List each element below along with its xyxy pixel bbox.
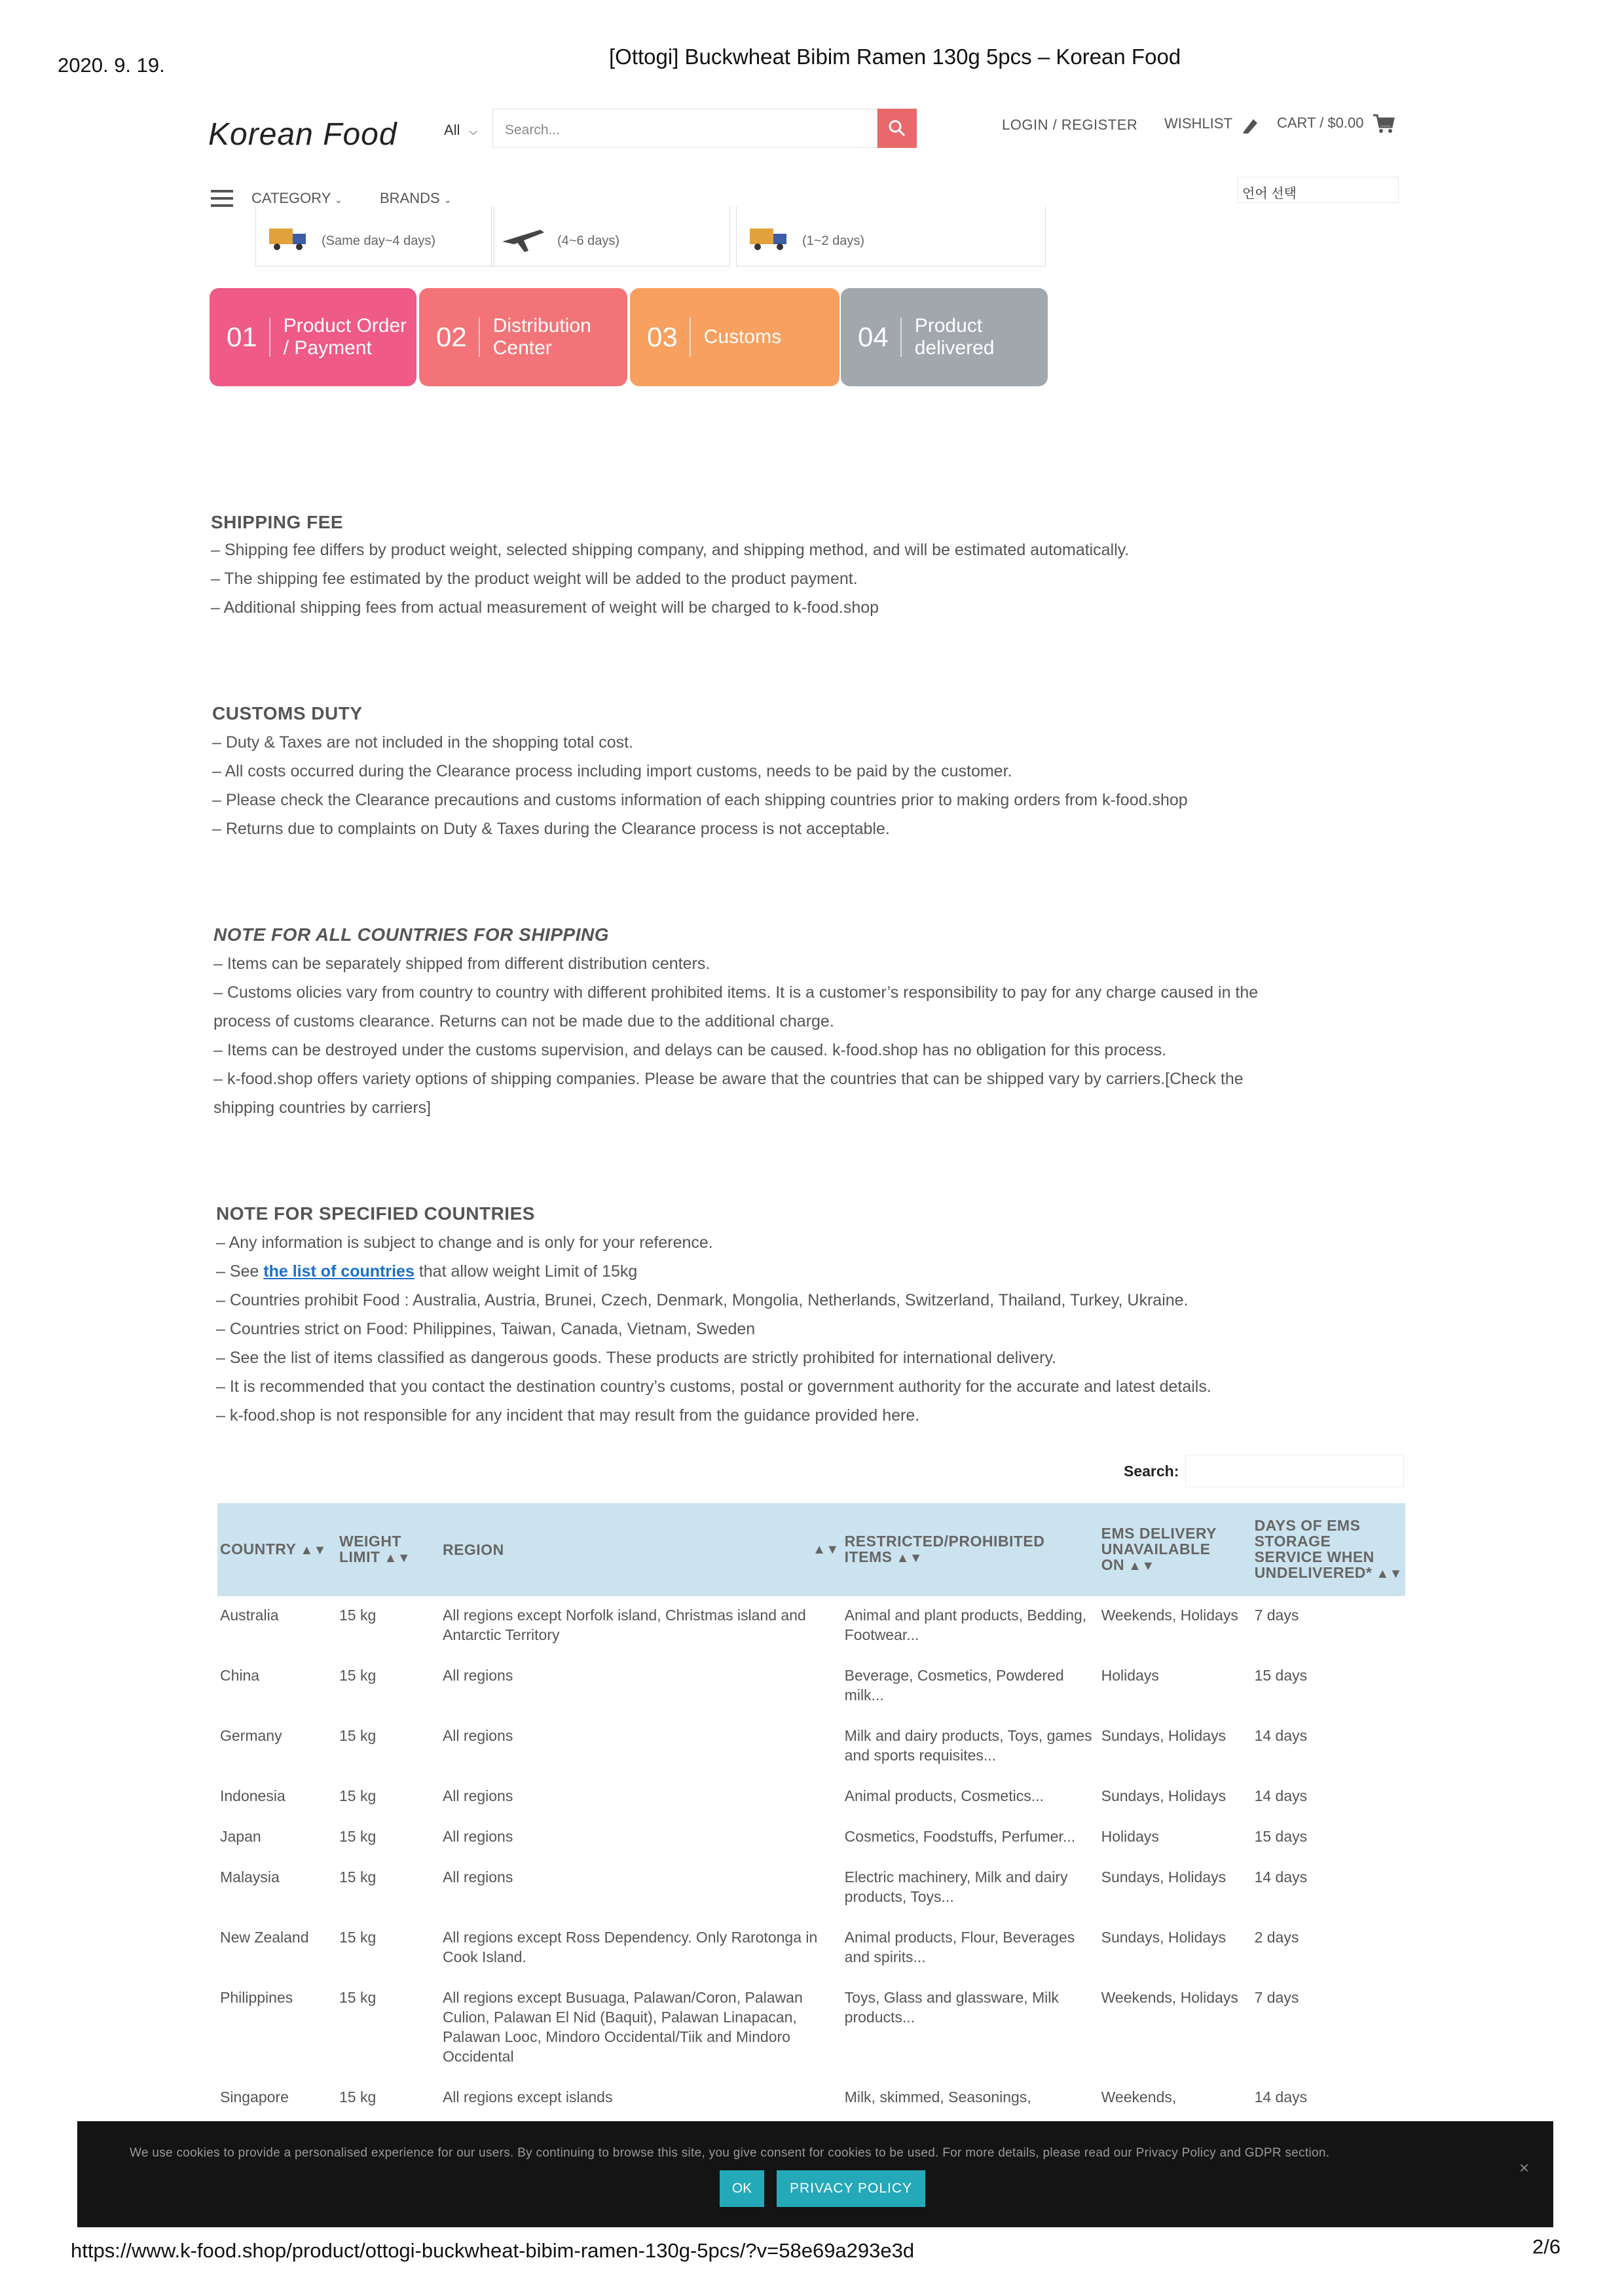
shipping-option-days: (4~6 days)	[557, 234, 620, 248]
cell-country: Singapore	[220, 2088, 289, 2105]
cookie-message: We use cookies to provide a personalised experience for our users. By continuing to browse this site, you give consent for cookies to be used. For more details, please read our Privacy Policy and GDPR section.	[130, 2146, 1330, 2160]
shipping-fee-line: – The shipping fee estimated by the product weight will be added to the product payment.	[211, 570, 858, 588]
table-row	[217, 1777, 1405, 1817]
nav-brands[interactable]	[380, 190, 452, 207]
step-label: Product	[914, 315, 983, 337]
search-category-select[interactable]	[444, 122, 477, 139]
cell-weight: 15 kg	[339, 1989, 377, 2006]
cell-storage-days: 2 days	[1254, 1929, 1299, 1946]
cell-weight: 15 kg	[339, 1929, 377, 1946]
cell-country: Indonesia	[220, 1787, 286, 1804]
cell-storage-days: 14 days	[1254, 2088, 1308, 2105]
note-specified-line: – Countries strict on Food: Philippines, Taiwan, Canada, Vietnam, Sweden	[216, 1320, 756, 1338]
column-header-country[interactable]	[217, 1503, 337, 1596]
cell-region: All regions except Ross Dependency. Only Rarotonga in Cook Island.	[442, 1929, 818, 1965]
column-header-region[interactable]	[440, 1503, 842, 1596]
process-step-customs	[630, 288, 840, 386]
cell-restricted: Milk and dairy products, Toys, games and sports requisites...	[844, 1727, 1092, 1764]
close-icon[interactable]: ×	[1519, 2158, 1530, 2178]
cell-country: Japan	[220, 1828, 261, 1845]
table-row	[217, 2078, 1405, 2119]
cell-ems-unavailable: Holidays	[1101, 1667, 1159, 1684]
cell-region: All regions	[442, 1787, 513, 1804]
countries-table	[217, 1503, 1405, 2119]
privacy-policy-button[interactable]: PRIVACY POLICY	[777, 2170, 925, 2207]
note-all-line: – Items can be separately shipped from different distribution centers.	[213, 955, 710, 973]
nav-category-label: CATEGORY	[251, 190, 331, 206]
cell-weight: 15 kg	[339, 1828, 377, 1845]
shipping-fee-line: – Additional shipping fees from actual measurement of weight will be charged to k-food.shop	[211, 598, 879, 617]
search-button[interactable]	[877, 109, 917, 148]
shipping-option-local	[736, 206, 1046, 266]
print-date: 2020. 9. 19.	[58, 54, 165, 77]
cell-country: Malaysia	[220, 1868, 280, 1886]
table-search-input[interactable]	[1185, 1455, 1404, 1487]
cell-restricted: Milk, skimmed, Seasonings,	[844, 2088, 1031, 2105]
table-search-label: Search:	[1124, 1463, 1179, 1480]
cell-restricted: Beverage, Cosmetics, Powdered milk...	[844, 1667, 1064, 1704]
sort-icon: ▲▼	[1128, 1559, 1155, 1573]
note-all-line: – k-food.shop offers variety options of shipping companies. Please be aware that the countries that can be shipped vary by carriers.[Check the	[213, 1070, 1244, 1088]
cell-storage-days: 7 days	[1254, 1607, 1299, 1624]
column-header-restricted[interactable]	[842, 1503, 1099, 1596]
column-header-label: REGION	[442, 1541, 504, 1558]
truck-icon	[269, 226, 307, 251]
step-label-line2: / Payment	[283, 337, 372, 359]
cell-region: All regions	[442, 1727, 513, 1744]
table-row	[217, 1858, 1405, 1918]
print-url: https://www.k-food.shop/product/ottogi-buckwheat-bibim-ramen-130g-5pcs/?v=58e69a293e3d	[71, 2239, 915, 2262]
sort-icon: ▲▼	[300, 1543, 327, 1558]
cell-region: All regions	[442, 1868, 513, 1886]
note-specified-line: – Countries prohibit Food : Australia, Austria, Brunei, Czech, Denmark, Mongolia, Netherlands, Switzerland, Thailand, Turkey, Ukraine.	[216, 1291, 1189, 1309]
column-header-ems-unavailable[interactable]	[1099, 1503, 1252, 1596]
cart-link[interactable]	[1277, 113, 1395, 135]
cell-weight: 15 kg	[339, 1667, 377, 1684]
shipping-option-international	[491, 206, 730, 266]
note-specified-line: – Any information is subject to change and is only for your reference.	[216, 1233, 713, 1252]
note-specified-line: – It is recommended that you contact the destination country’s customs, postal or government authority for the accurate and latest details.	[216, 1377, 1211, 1396]
language-select[interactable]: 언어 선택	[1238, 177, 1399, 203]
cell-ems-unavailable: Weekends,	[1101, 2088, 1177, 2105]
note-all-line: – Customs olicies vary from country to country with different prohibited items. It is a customer’s responsibility to pay for any charge caused in the	[213, 983, 1259, 1002]
customs-duty-heading: CUSTOMS DUTY	[212, 703, 363, 723]
cell-restricted: Cosmetics, Foodstuffs, Perfumer...	[844, 1828, 1076, 1845]
cart-label: CART / $0.00	[1277, 114, 1364, 131]
note-specified-line	[216, 1262, 637, 1281]
chevron-down-icon: ⌄	[443, 194, 452, 205]
cell-ems-unavailable: Holidays	[1101, 1828, 1159, 1845]
cell-region: All regions except Busuaga, Palawan/Coron, Palawan Culion, Palawan El Nid (Baquit), Palawan Linapacan, Palawan Looc, Mindoro Occidental/Tiik and Mindoro Occidental	[442, 1989, 803, 2065]
cookie-ok-button[interactable]: OK	[720, 2170, 764, 2207]
nav-category[interactable]	[251, 190, 342, 207]
shipping-option-days: (1~2 days)	[802, 234, 865, 248]
shipping-option-domestic	[255, 206, 494, 266]
cell-ems-unavailable: Sundays, Holidays	[1101, 1929, 1227, 1946]
cell-weight: 15 kg	[339, 1787, 377, 1804]
column-header-label: COUNTRY	[220, 1540, 297, 1558]
cell-weight: 15 kg	[339, 1727, 377, 1744]
cell-country: China	[220, 1667, 260, 1684]
nav-brands-label: BRANDS	[380, 190, 440, 206]
note-all-heading: NOTE FOR ALL COUNTRIES FOR SHIPPING	[213, 924, 609, 945]
column-header-label: DAYS OF EMS STORAGE SERVICE WHEN UNDELIVERED*	[1254, 1517, 1375, 1581]
airplane-icon	[501, 222, 547, 255]
sort-icon: ▲▼	[813, 1542, 840, 1557]
cell-storage-days: 14 days	[1254, 1787, 1308, 1804]
note-specified-line: – k-food.shop is not responsible for any incident that may result from the guidance provided here.	[216, 1406, 920, 1425]
cell-weight: 15 kg	[339, 1868, 377, 1886]
login-register-link[interactable]: LOGIN / REGISTER	[1002, 117, 1138, 133]
cell-restricted: Animal and plant products, Bedding, Footwear...	[844, 1607, 1087, 1643]
search-icon	[887, 118, 907, 138]
cart-icon	[1372, 113, 1395, 135]
column-header-label: EMS DELIVERY UNAVAILABLE ON	[1101, 1525, 1217, 1573]
cell-region: All regions except Norfolk island, Christmas island and Antarctic Territory	[442, 1607, 806, 1643]
process-step-delivered	[841, 288, 1048, 386]
note-all-line: process of customs clearance. Returns can not be made due to the additional charge.	[213, 1012, 834, 1030]
menu-icon[interactable]	[211, 190, 233, 207]
column-header-weight[interactable]	[337, 1503, 440, 1596]
cell-restricted: Electric machinery, Milk and dairy products, Toys...	[844, 1868, 1068, 1905]
table-row	[217, 1978, 1405, 2078]
note-all-line: shipping countries by carriers]	[213, 1099, 432, 1117]
site-logo[interactable]: Korean Food	[208, 117, 397, 152]
cell-weight: 15 kg	[339, 1607, 377, 1624]
table-row	[217, 1656, 1405, 1717]
cell-region: All regions	[442, 1667, 513, 1684]
countries-list-link[interactable]: the list of countries	[263, 1262, 415, 1281]
shipping-fee-line: – Shipping fee differs by product weight, selected shipping company, and shipping method, and will be estimated automatically.	[211, 541, 1130, 559]
cell-ems-unavailable: Weekends, Holidays	[1101, 1989, 1238, 2006]
cell-country: New Zealand	[220, 1929, 309, 1946]
cell-country: Germany	[220, 1727, 282, 1744]
process-step-distribution	[419, 288, 627, 386]
chevron-down-icon: ⌵	[469, 126, 477, 137]
step-label-line2: delivered	[914, 337, 995, 359]
cell-ems-unavailable: Sundays, Holidays	[1101, 1787, 1227, 1804]
process-step-order	[210, 288, 416, 386]
cell-restricted: Toys, Glass and glassware, Milk products...	[844, 1989, 1059, 2026]
customs-duty-line: – Duty & Taxes are not included in the shopping total cost.	[212, 733, 633, 752]
cell-storage-days: 14 days	[1254, 1868, 1308, 1886]
shipping-fee-heading: SHIPPING FEE	[211, 512, 344, 532]
wishlist-label: WISHLIST	[1164, 115, 1232, 132]
note-specified-line: – See the list of items classified as dangerous goods. These products are strictly prohibited for international delivery.	[216, 1349, 1057, 1367]
cell-region: All regions	[442, 1828, 513, 1845]
step-number: 04	[858, 321, 889, 352]
chevron-down-icon: ⌄	[335, 194, 342, 205]
step-number: 03	[647, 321, 678, 352]
search-category-label: All	[444, 122, 460, 138]
cell-weight: 15 kg	[339, 2088, 377, 2105]
sort-icon: ▲▼	[896, 1551, 923, 1565]
step-label: Product Order	[283, 315, 407, 337]
note-all-line: – Items can be destroyed under the customs supervision, and delays can be caused. k-food.shop has no obligation for this process.	[213, 1041, 1167, 1059]
note-specified-text: – See	[216, 1262, 264, 1281]
sort-icon: ▲▼	[1376, 1567, 1403, 1581]
table-row	[217, 1717, 1405, 1777]
step-number: 01	[227, 321, 257, 352]
customs-duty-line: – All costs occurred during the Clearance process including import customs, needs to be paid by the customer.	[212, 762, 1012, 780]
cookie-banner	[77, 2121, 1553, 2227]
customs-duty-line: – Returns due to complaints on Duty & Taxes during the Clearance process is not acceptable.	[212, 820, 890, 838]
table-row	[217, 1596, 1405, 1656]
cell-country: Australia	[220, 1607, 279, 1624]
table-row	[217, 1817, 1405, 1858]
cell-region: All regions except islands	[442, 2088, 613, 2105]
cell-restricted: Animal products, Flour, Beverages and spirits...	[844, 1929, 1075, 1965]
wishlist-link[interactable]	[1164, 114, 1261, 135]
sort-icon: ▲▼	[384, 1551, 411, 1565]
step-label: Distribution	[492, 315, 591, 337]
cell-ems-unavailable: Weekends, Holidays	[1101, 1607, 1238, 1624]
note-specified-text: that allow weight Limit of 15kg	[414, 1262, 638, 1281]
cell-storage-days: 7 days	[1254, 1989, 1299, 2006]
column-header-label: RESTRICTED/PROHIBITED ITEMS	[844, 1533, 1045, 1565]
truck-icon	[750, 226, 788, 251]
cell-ems-unavailable: Sundays, Holidays	[1101, 1727, 1227, 1744]
column-header-label: WEIGHT LIMIT	[339, 1533, 401, 1565]
cell-ems-unavailable: Sundays, Holidays	[1101, 1868, 1227, 1886]
step-number: 02	[436, 321, 467, 352]
search-input[interactable]: Search...	[492, 109, 877, 148]
note-specified-heading: NOTE FOR SPECIFIED COUNTRIES	[216, 1203, 535, 1224]
wishlist-icon	[1240, 114, 1261, 135]
step-label: Customs	[703, 326, 782, 348]
cell-storage-days: 15 days	[1254, 1828, 1308, 1845]
column-header-storage-days[interactable]	[1252, 1503, 1405, 1596]
customs-duty-line: – Please check the Clearance precautions and customs information of each shipping countries prior to making orders from k-food.shop	[212, 791, 1188, 809]
table-row	[217, 1918, 1405, 1978]
shipping-option-days: (Same day~4 days)	[322, 234, 435, 248]
print-page-title: [Ottogi] Buckwheat Bibim Ramen 130g 5pcs – Korean Food	[609, 45, 1181, 69]
cell-country: Philippines	[220, 1989, 293, 2006]
cell-restricted: Animal products, Cosmetics...	[844, 1787, 1044, 1804]
table-header-row	[217, 1503, 1405, 1596]
cell-storage-days: 14 days	[1254, 1727, 1308, 1744]
cell-storage-days: 15 days	[1254, 1667, 1308, 1684]
print-page-number: 2/6	[1532, 2235, 1561, 2258]
step-label-line2: Center	[492, 337, 552, 359]
